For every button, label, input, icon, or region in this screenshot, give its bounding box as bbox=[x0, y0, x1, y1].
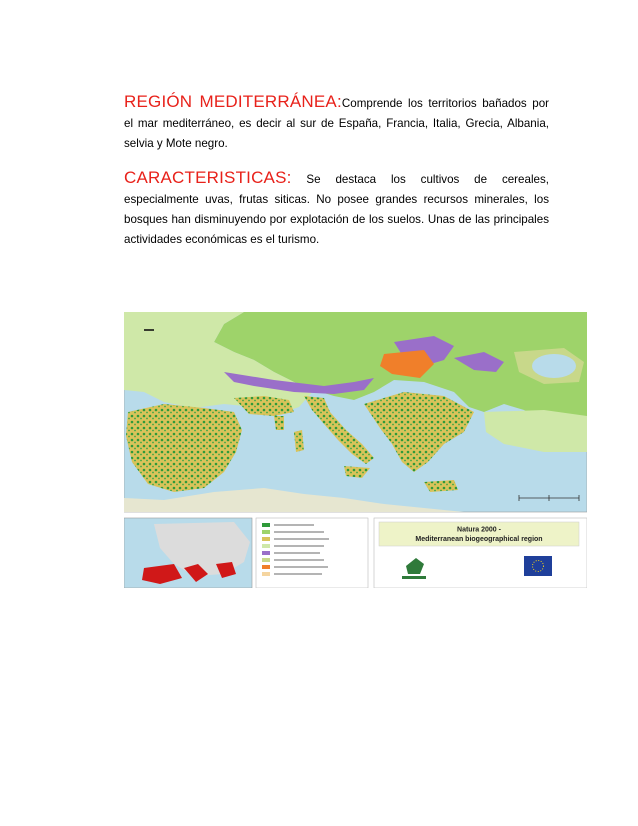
heading-characteristics: CARACTERISTICAS: bbox=[124, 168, 292, 187]
heading-mediterranean-region: REGIÓN MEDITERRÁNEA: bbox=[124, 92, 342, 111]
legend-swatch bbox=[262, 537, 270, 541]
eu-flag-icon bbox=[524, 556, 552, 576]
paragraph-mediterranean-region bbox=[124, 92, 549, 154]
legend-swatch bbox=[262, 558, 270, 562]
legend-swatch bbox=[262, 551, 270, 555]
legend-swatch bbox=[262, 530, 270, 534]
paragraph-characteristics bbox=[124, 168, 549, 250]
map-title-box bbox=[374, 518, 587, 588]
map-title-line-2: Mediterranean biogeographical region bbox=[415, 536, 543, 543]
map-legend bbox=[256, 518, 368, 588]
map-title-line-1: Natura 2000 - bbox=[457, 526, 501, 534]
main-map bbox=[124, 312, 587, 512]
paragraph-body: Comprende los territorios bañados por el mar mediterráneo, es decir al sur de España, Francia, Italia, Grecia, Albania, selvia y Mote negro. bbox=[124, 97, 549, 150]
paragraph-body: Se destaca los cultivos de cereales, especialmente uvas, frutas siticas. No posee grandes recursos minerales, los bosques han disminuyendo por explotación de los suelos. Unas de las principales actividades económicas es el turismo. bbox=[124, 173, 549, 246]
legend-swatch bbox=[262, 544, 270, 548]
legend-swatch bbox=[262, 572, 270, 576]
inset-map bbox=[124, 518, 252, 588]
legend-swatch bbox=[262, 523, 270, 527]
legend-swatch bbox=[262, 565, 270, 569]
natura-2000-map-figure bbox=[124, 312, 587, 588]
